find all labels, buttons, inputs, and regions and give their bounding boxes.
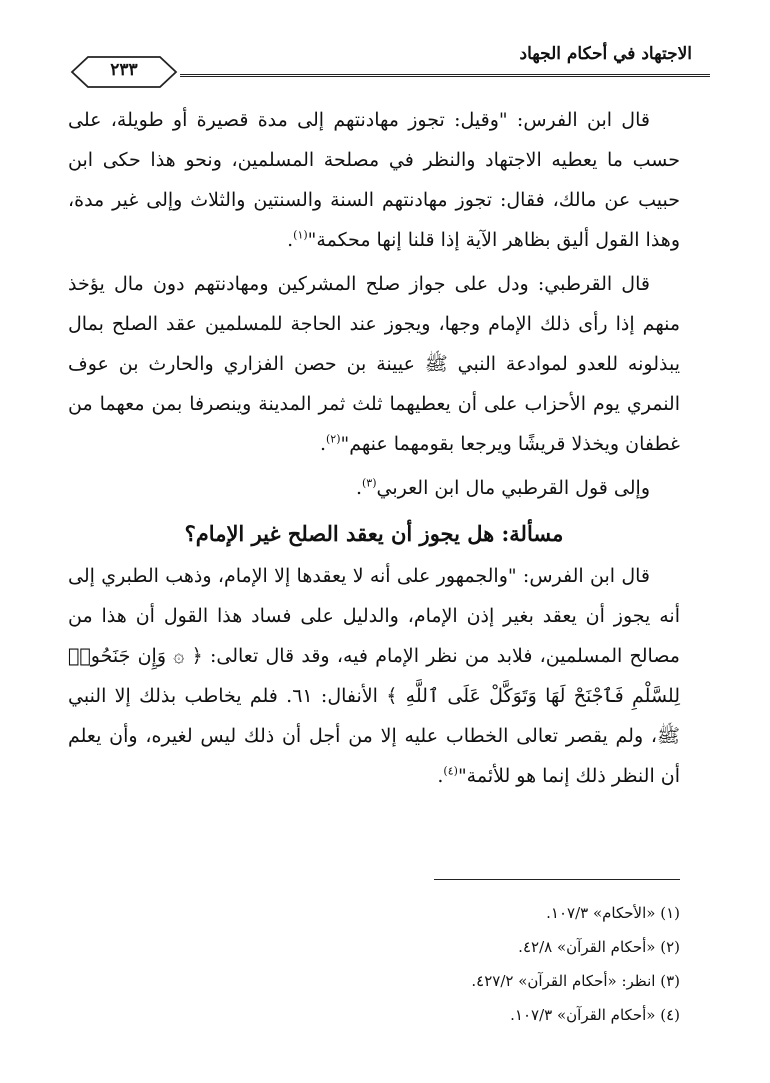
footnote-ref-2: (٢): [325, 432, 341, 446]
paragraph-2: قال القرطبي: ودل على جواز صلح المشركين ومهادنتهم دون مال يؤخذ منهم إذا رأى ذلك الإمام وجها، ويجوز عند الحاجة للمسلمين عقد الصلح بمال يبذلونه للعدو لموادعة النبي ﷺ عيينة بن حصن الفزاري والحارث بن عوف النمري يوم الأحزاب على أن يعطيهما ثلث ثمر المدينة وينصرفا بمن معهما من غطفان ويخذلا قريشًا ويرجعا بقومهما عنهم"$^{(٢)}$.: [68, 273, 680, 455]
page-number: ٢٣٣: [110, 60, 138, 80]
footnote-3: (٣) انظر: «أحكام القرآن» ٤٢٧/٢.: [471, 972, 680, 990]
paragraph-1: قال ابن الفرس: "وقيل: تجوز مهادنتهم إلى مدة قصيرة أو طويلة، على حسب ما يعطيه الاجتهاد والنظر في مصلحة المسلمين، ونحو هذا حكى ابن حبيب عن مالك، فقال: تجوز مهادنتهم السنة والسنتين والثلاث وإلى غير مدة، وهذا القول أليق بظاهر الآية إذا قلنا إنها محكمة"$^{(١)}$.: [68, 109, 680, 251]
paragraph-3-text: وإلى قول القرطبي مال ابن العربي: [376, 477, 650, 499]
footnote-separator: [434, 879, 680, 880]
running-title: الاجتهاد في أحكام الجهاد: [519, 44, 692, 64]
section-heading: مسألة: هل يجوز أن يعقد الصلح غير الإمام؟: [184, 521, 564, 546]
footnote-ref-3: (٣): [362, 476, 377, 490]
paragraph-2-text: قال القرطبي: ودل على جواز صلح المشركين ومهادنتهم دون مال يؤخذ منهم إذا رأى ذلك الإمام وجها، ويجوز عند الحاجة للمسلمين عقد الصلح بمال يبذلونه للعدو لموادعة النبي ﷺ عيينة بن حصن الفزاري والحارث بن عوف النمري يوم الأحزاب على أن يعطيهما ثلث ثمر المدينة وينصرفا بمن معهما من غطفان ويخذلا قريشًا ويرجعا بقومهما عنهم": [68, 273, 680, 455]
footnote-ref-4: (٤): [443, 764, 458, 778]
paragraph-4-text: قال ابن الفرس: "والجمهور على أنه لا يعقدها إلا الإمام، وذهب الطبري إلى أنه يجوز أن يعقد بغير إذن الإمام، والدليل على فساد هذا القول أن هذا من مصالح المسلمين، فلابد من نظر الإمام فيه، وقد قال تعالى: ﴿ ۞ وَإِن جَنَحُوا۟ لِلسَّلْمِ فَٱجْنَحْ لَهَا وَتَوَكَّلْ عَلَى ٱللَّهِ ﴾ الأنفال: ٦١. فلم يخاطب بذلك إلا النبي ﷺ، ولم يقصر تعالى الخطاب عليه إلا من أجل أن ذلك ليس لغيره، وأن يعلم أن النظر ذلك إنما هو للأئمة": [68, 565, 680, 787]
footnote-2: (٢) «أحكام القرآن» ٤٢/٨.: [518, 938, 680, 956]
page-number-frame: [70, 54, 178, 90]
footnote-1: (١) «الأحكام» ١٠٧/٣.: [546, 904, 680, 922]
paragraph-1-text: قال ابن الفرس: "وقيل: تجوز مهادنتهم إلى مدة قصيرة أو طويلة، على حسب ما يعطيه الاجتهاد والنظر في مصلحة المسلمين، ونحو هذا حكى ابن حبيب عن مالك، فقال: تجوز مهادنتهم السنة والسنتين والثلاث وإلى غير مدة، وهذا القول أليق بظاهر الآية إذا قلنا إنها محكمة": [68, 109, 680, 251]
footnotes: [200, 896, 680, 1032]
page-header: [70, 40, 710, 88]
header-rule: [180, 74, 710, 77]
paragraph-3: وإلى قول القرطبي مال ابن العربي$^{(٣)}$.: [355, 476, 650, 499]
paragraph-4: قال ابن الفرس: "والجمهور على أنه لا يعقدها إلا الإمام، وذهب الطبري إلى أنه يجوز أن يعقد بغير إذن الإمام، والدليل على فساد هذا القول أن هذا من مصالح المسلمين، فلابد من نظر الإمام فيه، وقد قال تعالى: ﴿ ۞ وَإِن جَنَحُوا۟ لِلسَّلْمِ فَٱجْنَحْ لَهَا وَتَوَكَّلْ عَلَى ٱللَّهِ ﴾ الأنفال: ٦١. فلم يخاطب بذلك إلا النبي ﷺ، ولم يقصر تعالى الخطاب عليه إلا من أجل أن ذلك ليس لغيره، وأن يعلم أن النظر ذلك إنما هو للأئمة"$^{(٤)}$.: [68, 565, 680, 787]
main-text: [68, 100, 680, 800]
footnote-4: (٤) «أحكام القرآن» ١٠٧/٣.: [510, 1006, 680, 1024]
footnote-ref-1: (١): [293, 228, 308, 242]
